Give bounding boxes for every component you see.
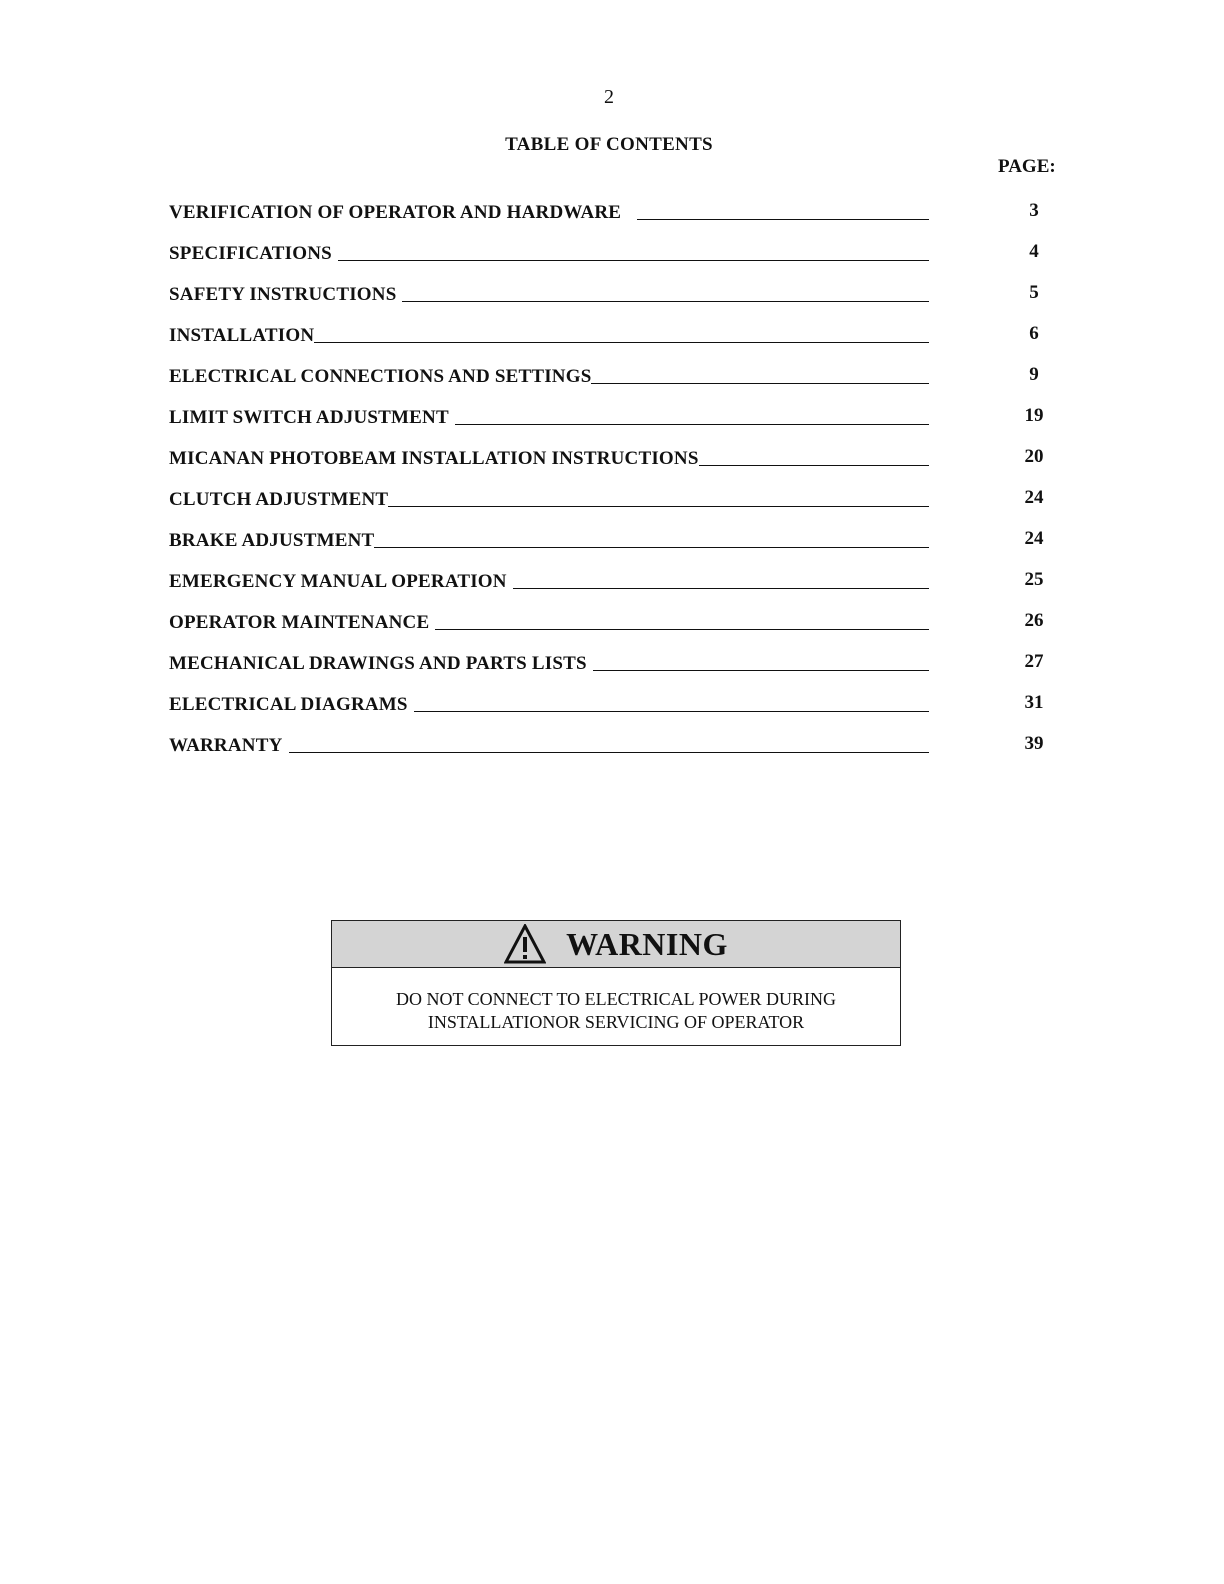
warning-line: DO NOT CONNECT TO ELECTRICAL POWER DURING <box>396 989 836 1009</box>
toc-entry <box>169 690 1069 731</box>
toc-entry-page: 24 <box>1024 528 1044 549</box>
page-column-header: PAGE: <box>998 156 1056 177</box>
toc-entry-page: 9 <box>1029 364 1039 385</box>
toc-entry <box>169 567 1069 608</box>
toc-leader-line <box>289 752 930 753</box>
toc-leader-line <box>435 629 929 630</box>
toc-entry <box>169 239 1069 280</box>
toc-entry-page: 4 <box>1029 241 1039 262</box>
toc-entry-page: 31 <box>1024 692 1044 713</box>
toc-entry-page: 27 <box>1024 651 1044 672</box>
toc-entry-label: ELECTRICAL CONNECTIONS AND SETTINGS <box>169 366 592 387</box>
toc-entry <box>169 280 1069 321</box>
toc-entry <box>169 485 1069 526</box>
toc-entry-page: 5 <box>1029 282 1039 303</box>
toc-leader-line <box>513 588 929 589</box>
toc-entry-page: 20 <box>1024 446 1044 467</box>
warning-triangle-icon <box>504 924 546 964</box>
toc-leader-line <box>591 383 929 384</box>
toc-entry-page: 24 <box>1024 487 1044 508</box>
page-number: 2 <box>604 86 614 108</box>
toc-entry-page: 26 <box>1024 610 1044 631</box>
toc-leader-line <box>388 506 929 507</box>
toc-entry-label: SAFETY INSTRUCTIONS <box>169 284 397 305</box>
toc-entry-label: WARRANTY <box>169 735 283 756</box>
toc-entry <box>169 444 1069 485</box>
warning-line: INSTALLATIONOR SERVICING OF OPERATOR <box>427 1012 805 1032</box>
toc-leader-line <box>593 670 929 671</box>
toc-entry-label: CLUTCH ADJUSTMENT <box>169 489 389 510</box>
toc-leader-line <box>414 711 929 712</box>
toc-leader-line <box>314 342 929 343</box>
toc-entry-label: VERIFICATION OF OPERATOR AND HARDWARE <box>169 202 622 223</box>
toc-entry-label: LIMIT SWITCH ADJUSTMENT <box>169 407 449 428</box>
toc-entry <box>169 526 1069 567</box>
toc-entry-page: 19 <box>1024 405 1044 426</box>
toc-entry <box>169 731 1069 772</box>
warning-message <box>332 968 900 1034</box>
toc-title: TABLE OF CONTENTS <box>505 134 713 155</box>
warning-header <box>332 921 900 968</box>
toc-entry-page: 6 <box>1029 323 1039 344</box>
toc-leader-line <box>402 301 929 302</box>
toc-leader-line <box>699 465 929 466</box>
warning-title: WARNING <box>566 925 728 962</box>
toc-entry-label: EMERGENCY MANUAL OPERATION <box>169 571 507 592</box>
toc-entry <box>169 321 1069 362</box>
toc-entry-label: ELECTRICAL DIAGRAMS <box>169 694 408 715</box>
toc-entry-page: 25 <box>1024 569 1044 590</box>
toc-entry <box>169 403 1069 444</box>
toc-leader-line <box>637 219 929 220</box>
toc-entry <box>169 362 1069 403</box>
toc-entry-label: MECHANICAL DRAWINGS AND PARTS LISTS <box>169 653 587 674</box>
toc-entry <box>169 198 1069 239</box>
toc-entry-label: MICANAN PHOTOBEAM INSTALLATION INSTRUCTIONS <box>169 448 699 469</box>
toc-leader-line <box>338 260 929 261</box>
toc-leader-line <box>455 424 929 425</box>
toc-leader-line <box>374 547 929 548</box>
toc-entry-page: 3 <box>1029 200 1039 221</box>
toc-entry <box>169 649 1069 690</box>
toc-entry-label: BRAKE ADJUSTMENT <box>169 530 375 551</box>
toc-entry-page: 39 <box>1024 733 1044 754</box>
toc-entry-label: INSTALLATION <box>169 325 315 346</box>
warning-box <box>331 920 901 1046</box>
toc-entry-label: SPECIFICATIONS <box>169 243 332 264</box>
toc-entry <box>169 608 1069 649</box>
toc-list <box>169 198 1069 772</box>
toc-entry-label: OPERATOR MAINTENANCE <box>169 612 430 633</box>
